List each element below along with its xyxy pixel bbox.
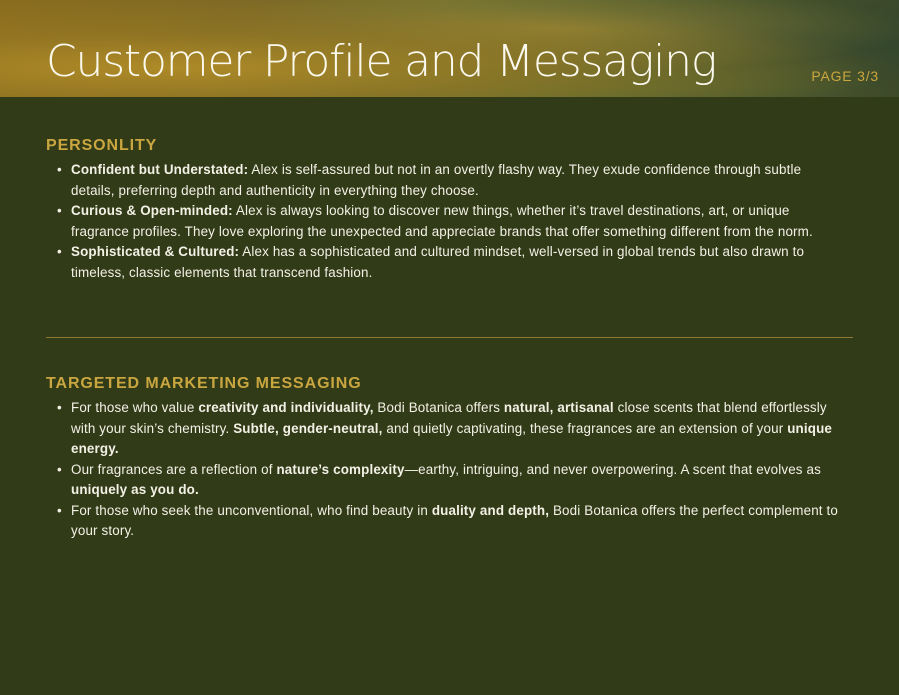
messaging-item-nature — [71, 460, 846, 501]
emphasis-text: Curious & Open-minded: — [71, 203, 233, 218]
body-text: Our fragrances are a reflection of — [71, 461, 277, 477]
personality-list — [46, 160, 846, 283]
emphasis-text: nature’s complexity — [276, 461, 405, 477]
personality-item-sophisticated — [71, 242, 846, 283]
body-text: close scents that blend effortlessly with your skin’s chemistry. — [71, 400, 827, 436]
emphasis-text: natural, artisanal — [503, 400, 614, 415]
emphasis-text: Confident but Understated: — [71, 162, 249, 177]
messaging-list — [46, 398, 846, 542]
body-text: Bodi Botanica offers — [373, 400, 504, 415]
emphasis-text: duality and depth, — [431, 502, 550, 518]
emphasis-text: unique energy. — [71, 420, 833, 456]
body-text: For those who seek the unconventional, who find beauty in — [71, 502, 432, 518]
body-text: —earthy, intriguing, and never overpowering. A scent that evolves as — [404, 461, 821, 477]
body-text: Alex is self-assured but not in an overtly flashy way. They exude confidence through subtle details, preferring depth and authenticity in everything they choose. — [71, 162, 802, 198]
messaging-item-duality — [71, 501, 846, 542]
body-text: and quietly captivating, these fragrances are an extension of your — [382, 420, 788, 436]
personality-item-curious — [71, 201, 846, 242]
body-text: Alex is always looking to discover new things, whether it’s travel destinations, art, or unique fragrance profiles. They love exploring the unexpected and appreciate brands that offer something different from the norm. — [71, 203, 813, 239]
personality-section — [46, 136, 846, 283]
section-divider — [46, 337, 853, 338]
emphasis-text: Subtle, gender-neutral, — [233, 420, 383, 436]
page-number: PAGE 3/3 — [811, 68, 879, 84]
emphasis-text: uniquely as you do. — [71, 482, 199, 497]
messaging-heading: TARGETED MARKETING MESSAGING — [46, 375, 362, 392]
emphasis-text: creativity and individuality, — [198, 400, 374, 415]
header-banner — [0, 0, 899, 97]
personality-item-confident — [71, 160, 846, 201]
messaging-section — [46, 374, 846, 542]
body-text: For those who value — [71, 400, 199, 415]
messaging-item-creativity — [71, 398, 846, 460]
body-text: Alex has a sophisticated and cultured mindset, well-versed in global trends but also drawn to timeless, classic elements that transcend fashion. — [71, 244, 805, 280]
personality-heading: PERSONLITY — [46, 137, 158, 154]
emphasis-text: Sophisticated & Cultured: — [71, 244, 240, 259]
page-title: Customer Profile and Messaging — [46, 36, 717, 87]
body-text: Bodi Botanica offers the perfect complement to your story. — [71, 502, 839, 538]
